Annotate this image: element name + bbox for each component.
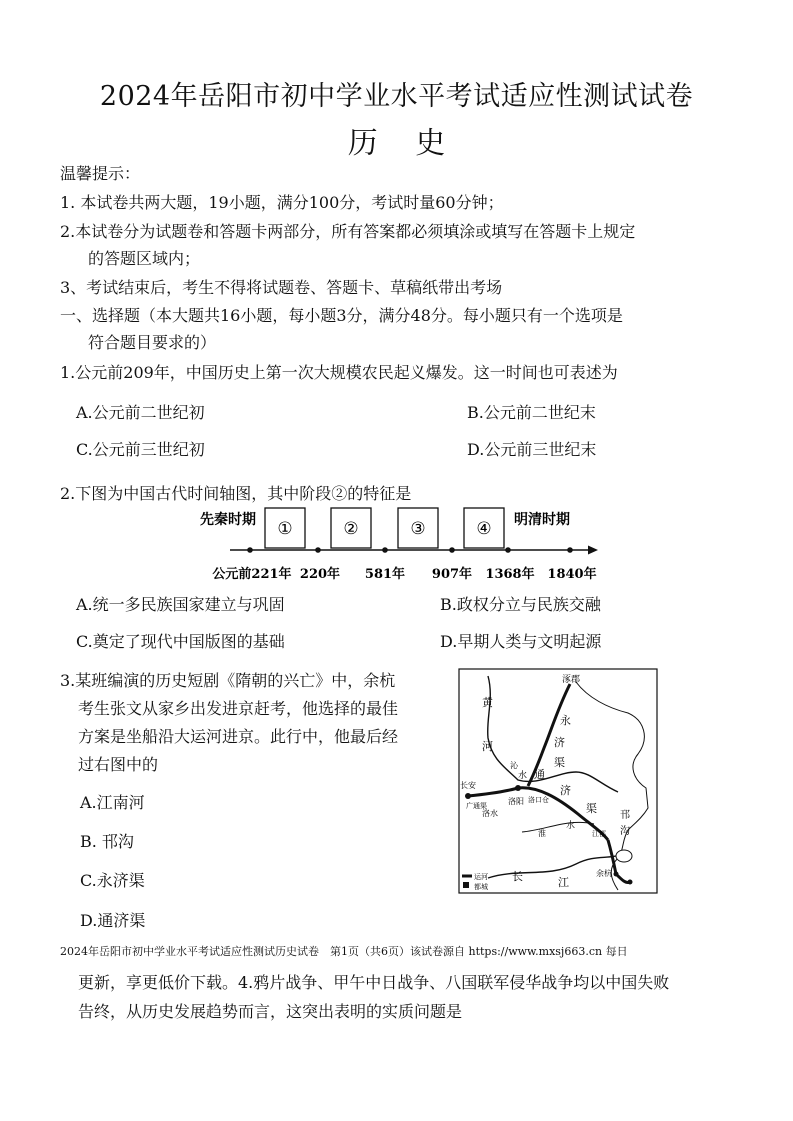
q2-option-a[interactable]: A.统一多民族国家建立与巩固 <box>76 595 285 614</box>
map-label-huang: 黄 <box>482 696 493 709</box>
stage-label-4: ④ <box>476 519 492 539</box>
section-heading: 一、选择题（本大题共16小题，每小题3分，满分48分。每小题只有一个选项是 <box>60 306 623 325</box>
map-label-luokou: 洛口仓 <box>528 796 549 804</box>
map-label-shui2: 水 <box>566 821 576 831</box>
timeline-arrow <box>588 546 598 555</box>
map-label-zhuojun: 涿郡 <box>562 675 581 685</box>
map-label-luoyang: 洛阳 <box>508 797 524 806</box>
legend-capital: 都城 <box>474 883 488 891</box>
q3-stem-line-2: 考生张文从家乡出发进京赶考，他选择的最佳 <box>78 699 399 718</box>
map-label-tong: 通 <box>534 768 545 781</box>
q3-option-c[interactable]: C.永济渠 <box>80 871 145 890</box>
map-label-jiang: 江 <box>558 876 569 889</box>
timeline-tick-4: 907年 <box>431 567 473 582</box>
q3-option-b[interactable]: B. 邗沟 <box>80 832 134 851</box>
timeline-tick-3: 581年 <box>364 567 406 582</box>
map-lake <box>616 850 632 862</box>
map-label-qin: 沁 <box>510 761 518 770</box>
q1-option-c[interactable]: C.公元前三世纪初 <box>76 440 205 459</box>
section-heading-cont: 符合题目要求的） <box>88 333 217 352</box>
q1-option-a[interactable]: A.公元前二世纪初 <box>76 403 205 422</box>
q4-stem-line-2: 告终，从历史发展趋势而言，这突出表明的实质问题是 <box>78 1002 463 1021</box>
q2-option-d[interactable]: D.早期人类与文明起源 <box>440 632 602 651</box>
timeline-dot-1 <box>247 547 253 553</box>
exam-title: 2024年岳阳市初中学业水平考试适应性测试试卷 <box>99 81 694 112</box>
map-label-yuhang: 余杭 <box>596 869 612 878</box>
map-label-huai: 淮 <box>538 829 546 838</box>
timeline-dot-5 <box>505 547 511 553</box>
map-label-chang: 长 <box>512 870 523 883</box>
tip-line-2: 2.本试卷分为试题卷和答题卡两部分，所有答案都必须填涂或填写在答题卡上规定 <box>60 222 636 241</box>
stage-label-2: ② <box>343 519 359 539</box>
grand-canal-map <box>458 668 658 894</box>
map-label-yong: 永 <box>560 714 571 727</box>
legend-canal: 运河 <box>474 873 488 881</box>
q4-stem-line-1: 更新，享更低价下载。4.鸦片战争、甲午中日战争、八国联军侵华战争均以中国失败 <box>78 973 670 992</box>
timeline-tick-6: 1840年 <box>547 567 597 582</box>
timeline-diagram <box>190 500 610 590</box>
timeline-dot-4 <box>449 547 455 553</box>
map-label-ji: 济 <box>554 736 565 749</box>
timeline-right-label: 明清时期 <box>514 512 570 528</box>
timeline-tick-1: 公元前221年 <box>212 567 292 582</box>
q1-option-d[interactable]: D.公元前三世纪末 <box>467 440 597 459</box>
stage-label-1: ① <box>277 519 293 539</box>
q2-option-b[interactable]: B.政权分立与民族交融 <box>440 595 601 614</box>
map-label-jiangdu: 江都 <box>592 830 606 838</box>
q2-stem: 2.下图为中国古代时间轴图，其中阶段②的特征是 <box>60 484 412 503</box>
tip-line-2b: 的答题区域内； <box>88 249 201 268</box>
page-footer: 2024年岳阳市初中学业水平考试适应性测试历史试卷 第1页（共6页）该试卷源自 https://www.mxsj663.cn 每日 <box>60 945 628 958</box>
timeline-tick-5: 1368年 <box>485 567 535 582</box>
map-label-shui: 水 <box>518 771 528 781</box>
tip-line-3: 3、考试结束后，考生不得将试题卷、答题卡、草稿纸带出考场 <box>60 278 503 297</box>
timeline-dot-6 <box>567 547 573 553</box>
timeline-tick-2: 220年 <box>299 567 341 582</box>
map-label-qu: 渠 <box>554 756 565 769</box>
legend-capital-mark <box>463 882 469 888</box>
q3-stem-line-3: 方案是坐船沿大运河进京。此行中，他最后经 <box>78 727 399 746</box>
q1-stem: 1.公元前209年，中国历史上第一次大规模农民起义爆发。这一时间也可表述为 <box>60 363 618 382</box>
map-label-ji2: 济 <box>560 784 571 797</box>
exam-subject: 历 史 <box>347 126 460 161</box>
map-city-luoyang <box>515 785 521 791</box>
tip-line-1: 1. 本试卷共两大题，19小题，满分100分，考试时量60分钟； <box>60 193 504 212</box>
q3-stem-line-1: 3.某班编演的历史短剧《隋朝的兴亡》中，余杭 <box>60 671 396 690</box>
timeline-dot-3 <box>382 547 388 553</box>
q3-option-d[interactable]: D.通济渠 <box>80 911 146 930</box>
q3-option-a[interactable]: A.江南河 <box>80 793 145 812</box>
map-city-changan <box>465 793 471 799</box>
stage-label-3: ③ <box>410 519 426 539</box>
map-label-gou: 沟 <box>620 826 630 837</box>
q2-option-c[interactable]: C.奠定了现代中国版图的基础 <box>76 632 285 651</box>
map-city-jiangdu <box>614 872 619 877</box>
map-city-yuhang <box>628 880 633 885</box>
map-label-han: 邗 <box>620 810 630 821</box>
map-label-qu2: 渠 <box>586 802 597 815</box>
q3-stem-line-4: 过右图中的 <box>78 755 159 774</box>
map-label-luoshui: 洛水 <box>482 809 498 818</box>
map-label-changan: 长安 <box>460 781 476 790</box>
map-label-he: 河 <box>482 740 493 753</box>
timeline-left-label: 先秦时期 <box>200 512 256 528</box>
q1-option-b[interactable]: B.公元前二世纪末 <box>467 403 596 422</box>
map-label-guangtong: 广通渠 <box>466 802 487 810</box>
timeline-dot-2 <box>315 547 321 553</box>
tips-heading: 温馨提示： <box>60 164 141 183</box>
